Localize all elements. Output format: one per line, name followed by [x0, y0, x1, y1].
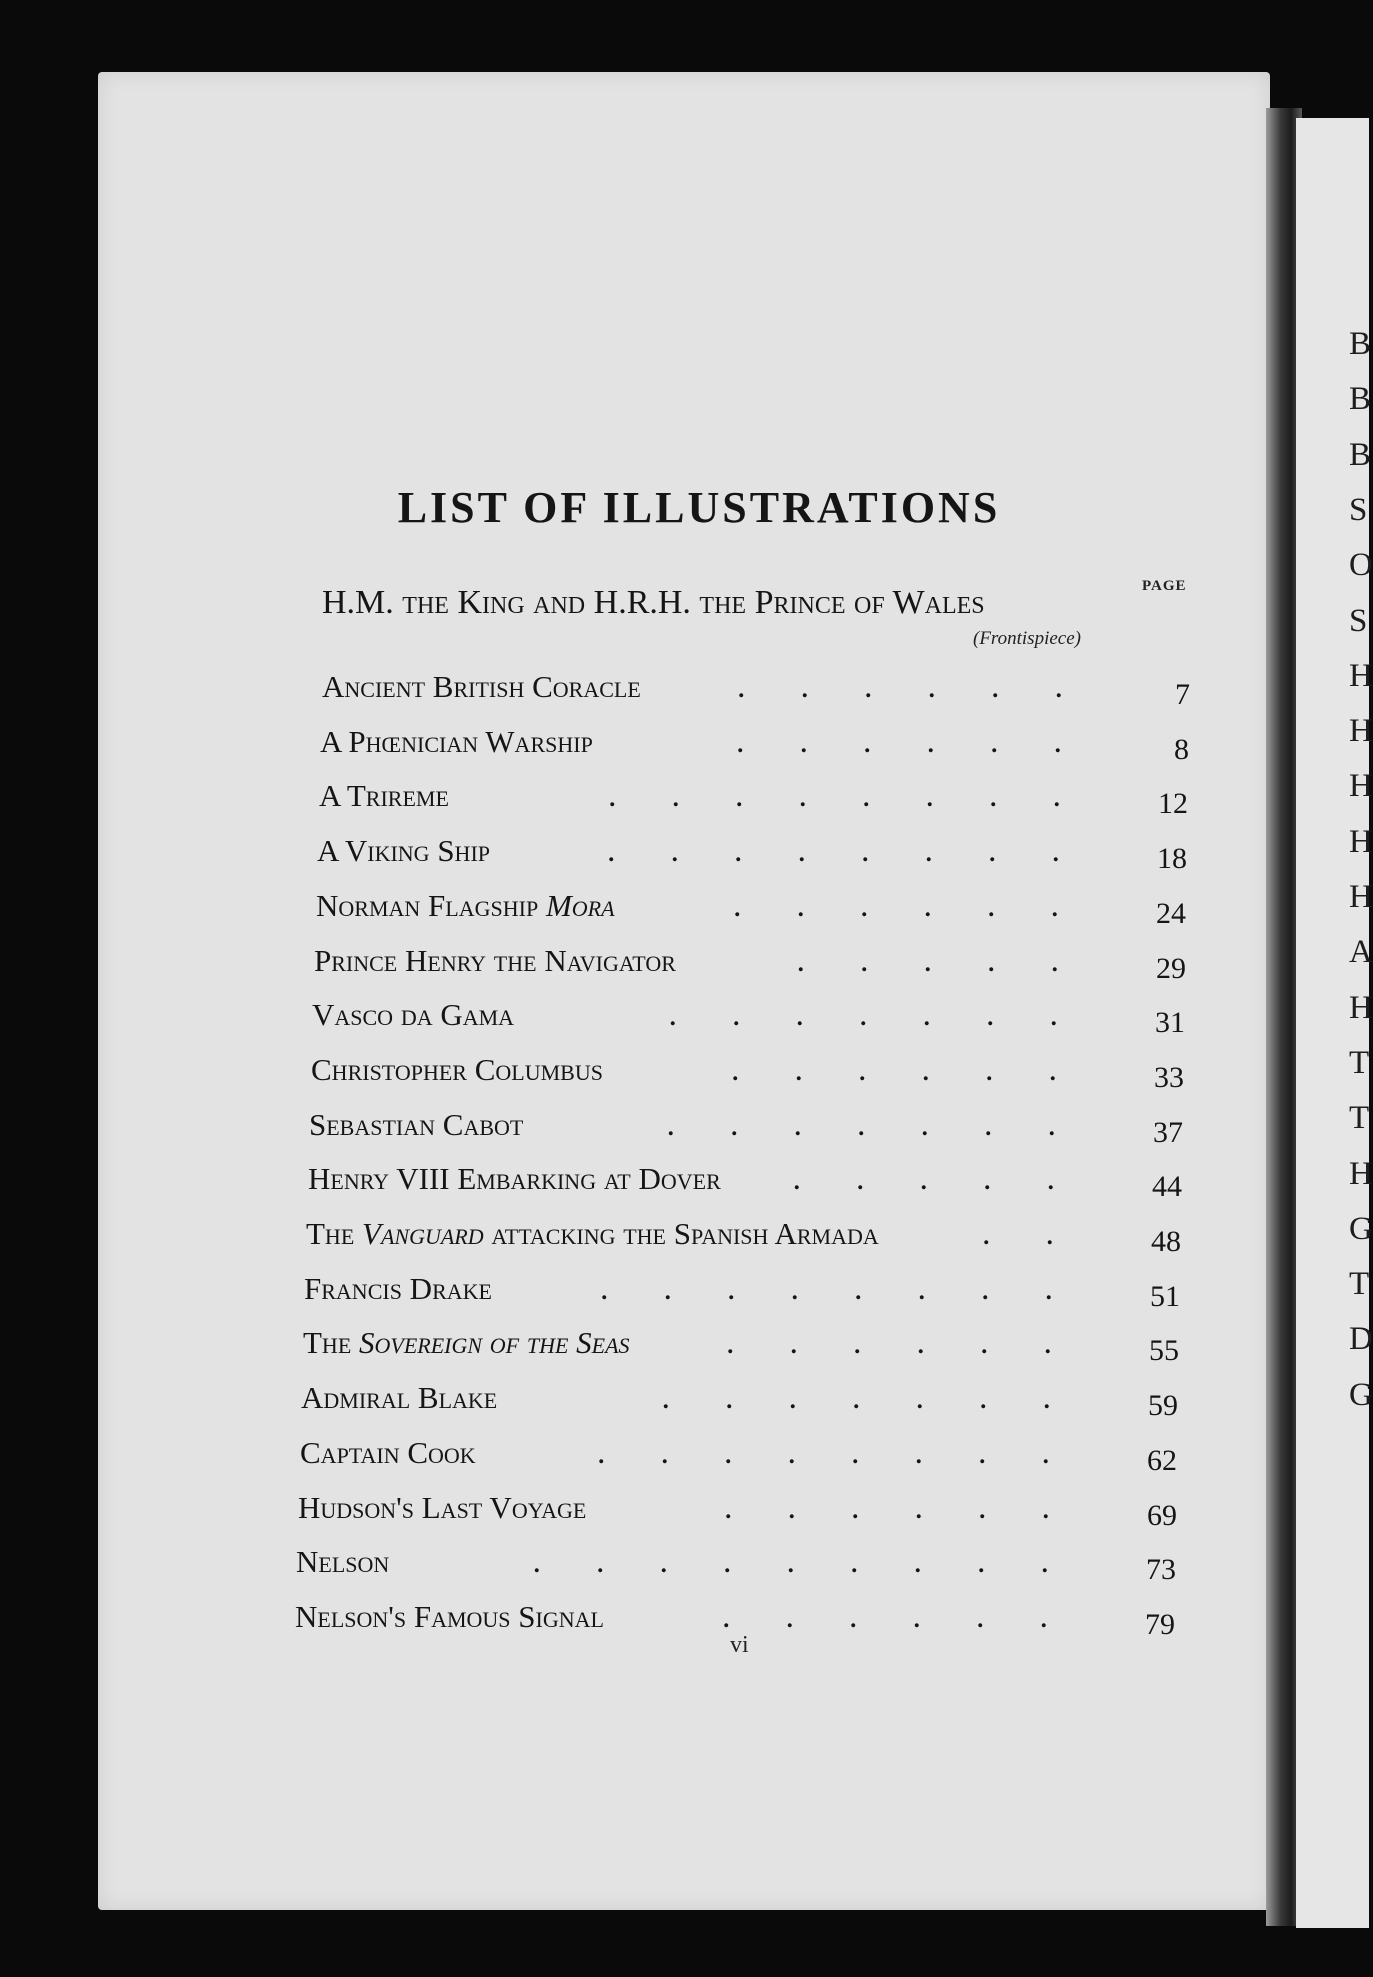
- list-item-page: 24: [1156, 897, 1186, 930]
- facing-page-letter: H: [1349, 990, 1373, 1026]
- list-item-page: 12: [1158, 787, 1188, 820]
- facing-page-letter: O: [1349, 547, 1373, 583]
- leader-dots: ......: [736, 723, 1117, 760]
- list-item-page: 33: [1154, 1061, 1184, 1094]
- facing-page-letter: T: [1349, 1266, 1370, 1302]
- list-item: [0, 829, 1369, 873]
- list-item-title: The Sovereign of the Seas: [303, 1325, 630, 1360]
- list-item-page: 51: [1150, 1280, 1180, 1313]
- list-item-page: 8: [1174, 733, 1189, 766]
- page-title: LIST OF ILLUSTRATIONS: [397, 483, 1001, 532]
- facing-page-letter: H: [1349, 658, 1373, 694]
- list-item-title: Vasco da Gama: [312, 997, 515, 1032]
- list-item: [0, 993, 1369, 1037]
- list-item-title: Ancient British Coracle: [322, 669, 641, 704]
- list-item: [0, 1100, 1370, 1149]
- leader-dots: ......: [731, 1051, 1112, 1088]
- facing-page-letter: A: [1349, 934, 1373, 970]
- list-item-page: 37: [1153, 1116, 1183, 1149]
- leader-dots: .......: [668, 996, 1113, 1033]
- list-item-page: 73: [1146, 1553, 1176, 1586]
- leader-dots: ......: [733, 887, 1114, 924]
- facing-page-letter: B: [1349, 437, 1372, 473]
- list-item-page: 18: [1157, 842, 1187, 875]
- leader-dots: ..: [982, 1215, 1109, 1252]
- list-item: [0, 774, 1369, 818]
- list-item-title: Francis Drake: [304, 1271, 492, 1306]
- folio-number: vi: [730, 1632, 749, 1658]
- list-item-title: Prince Henry the Navigator: [314, 943, 676, 978]
- leader-dots: .....: [796, 942, 1114, 979]
- facing-page-letter: B: [1349, 381, 1372, 417]
- list-item-page: 7: [1175, 678, 1190, 711]
- facing-page-letter: H: [1349, 879, 1373, 915]
- list-item-title: Admiral Blake: [301, 1380, 498, 1415]
- leader-dots: .......: [666, 1106, 1111, 1143]
- list-item: [0, 1540, 1369, 1584]
- facing-page-letter: S: [1349, 603, 1368, 639]
- leader-dots: ......: [724, 1489, 1105, 1526]
- list-item-title: A Trireme: [319, 778, 449, 813]
- list-item: [0, 884, 1369, 928]
- facing-page-letter: S: [1349, 492, 1368, 528]
- list-item-page: 31: [1155, 1006, 1185, 1039]
- list-item: [0, 1431, 1369, 1475]
- leader-dots: ......: [722, 1598, 1103, 1635]
- leader-dots: .........: [532, 1543, 1104, 1580]
- list-item: [0, 1376, 1369, 1420]
- list-item-title: Captain Cook: [300, 1435, 476, 1470]
- list-item-title: A Phœnician Warship: [320, 724, 593, 759]
- list-item-title: Sebastian Cabot: [309, 1107, 524, 1142]
- facing-page-letter: D: [1349, 1321, 1373, 1357]
- list-item: [0, 1157, 1369, 1201]
- list-item-title: Christopher Columbus: [311, 1052, 603, 1087]
- list-item-title: Norman Flagship Mora: [316, 888, 615, 923]
- frontispiece-entry: H.M. the King and H.R.H. the Prince of Wales: [322, 584, 985, 621]
- list-item: [0, 720, 1369, 764]
- leader-dots: .......: [661, 1379, 1106, 1416]
- list-item-title: A Viking Ship: [317, 833, 491, 868]
- list-item-page: 62: [1147, 1444, 1177, 1477]
- facing-page-letter: H: [1349, 768, 1373, 804]
- facing-page-letter: T: [1349, 1100, 1370, 1136]
- list-item-title: Nelson's Famous Signal: [295, 1599, 604, 1634]
- list-item-title: Henry VIII Embarking at Dover: [308, 1161, 721, 1196]
- list-item: [0, 1486, 1369, 1530]
- list-item: [0, 1045, 1370, 1094]
- leader-dots: .....: [792, 1160, 1110, 1197]
- facing-page-letter: G: [1349, 1211, 1373, 1247]
- list-item-page: 48: [1151, 1225, 1181, 1258]
- list-item-page: 79: [1145, 1608, 1175, 1641]
- facing-page-letter: T: [1349, 1045, 1370, 1081]
- facing-page-letter: H: [1349, 1156, 1373, 1192]
- list-item-page: 29: [1156, 952, 1186, 985]
- page-column-label: PAGE: [1142, 578, 1187, 594]
- leader-dots: ........: [600, 1270, 1108, 1307]
- list-item: [0, 665, 1369, 709]
- list-item-page: 59: [1148, 1389, 1178, 1422]
- list-item: [0, 1267, 1369, 1311]
- list-item-title: The Vanguard attacking the Spanish Armada: [306, 1216, 879, 1251]
- leader-dots: ......: [737, 668, 1118, 705]
- list-item-page: 69: [1147, 1499, 1177, 1532]
- list-item-page: 44: [1152, 1170, 1182, 1203]
- facing-page-letter: H: [1349, 824, 1373, 860]
- list-item-page: 55: [1149, 1334, 1179, 1367]
- list-item-title: Nelson: [296, 1544, 390, 1579]
- leader-dots: ........: [597, 1434, 1105, 1471]
- list-item: [0, 939, 1369, 983]
- list-item: [0, 1321, 1369, 1365]
- facing-page-letter: H: [1349, 713, 1373, 749]
- facing-page-letter: G: [1349, 1377, 1373, 1413]
- list-item: [0, 1212, 1369, 1256]
- leader-dots: ........: [607, 832, 1115, 869]
- leader-dots: ......: [726, 1324, 1107, 1361]
- frontispiece-note: (Frontispiece): [973, 628, 1081, 649]
- list-item: [0, 1595, 1369, 1639]
- leader-dots: ........: [608, 777, 1116, 814]
- list-item-title: Hudson's Last Voyage: [298, 1490, 587, 1525]
- facing-page-letter: B: [1349, 326, 1372, 362]
